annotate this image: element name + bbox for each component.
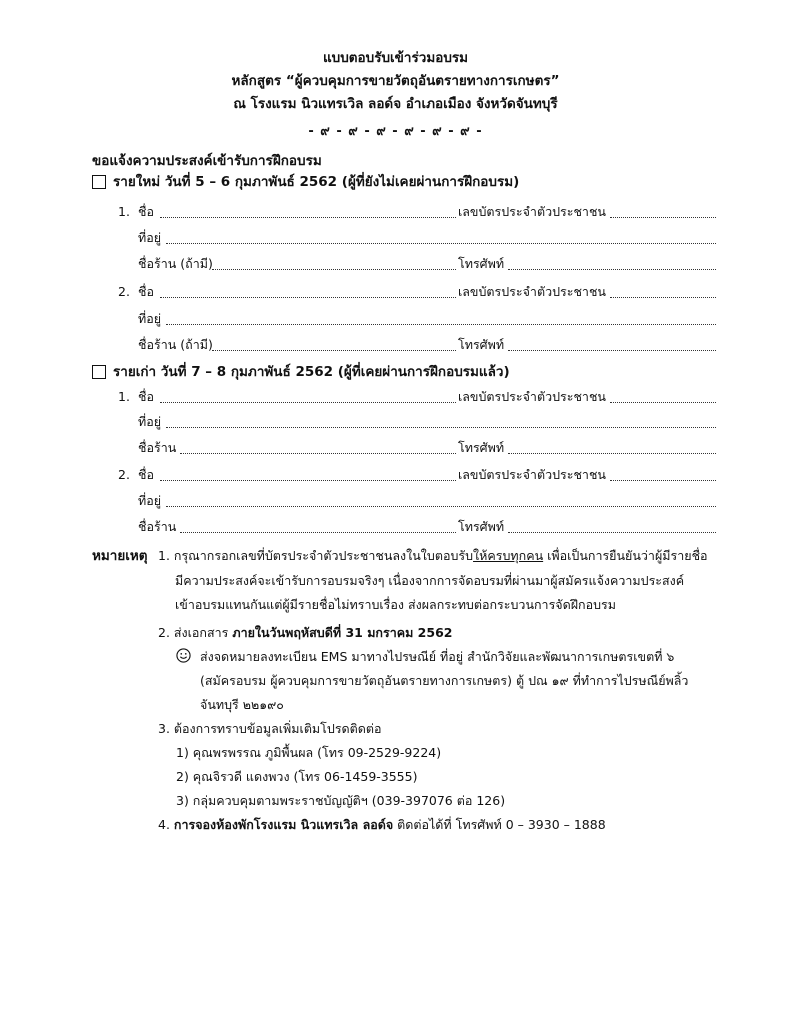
shop-name-field[interactable] [180, 532, 456, 533]
entry-number: 1. [118, 204, 130, 219]
note-2-sub-line-1: ส่งจดหมายลงทะเบียน EMS มาทางไปรษณีย์ ที่อยู่ สำนักวิจัยและพัฒนาการเกษตรเขตที่ ๖ [200, 649, 675, 664]
venue-line: ณ โรงแรม นิวแทรเวิล ลอด์จ อำเภอเมือง จังหวัดจันทบุรี [233, 96, 558, 112]
address-label: ที่อยู่ [138, 230, 162, 245]
address-label: ที่อยู่ [138, 493, 162, 508]
contact-item: 3) กลุ่มควบคุมตามพระราชบัญญัติฯ (039-397076 ต่อ 126) [176, 793, 506, 808]
returning-applicant-heading: รายเก่า วันที่ 7 – 8 กุมภาพันธ์ 2562 (ผู้ที่เคยผ่านการฝึกอบรมแล้ว) [113, 364, 510, 380]
new-applicant-checkbox[interactable] [92, 175, 106, 189]
shop-name-label: ชื่อร้าน [138, 519, 177, 534]
shop-name-field[interactable] [180, 453, 456, 454]
note-1-underlined: ให้ครบทุกคน [473, 548, 544, 563]
note-2-sub-line-3: จันทบุรี ๒๒๑๙๐ [200, 697, 284, 712]
course-title: หลักสูตร “ผู้ควบคุมการขายวัตถุอันตรายทางการเกษตร” [231, 73, 560, 89]
name-label: ชื่อ [138, 389, 154, 404]
id-card-label: เลขบัตรประจำตัวประชาชน [458, 284, 606, 299]
note-1-line-3: เข้าอบรมแทนกันแต่ผู้มีรายชื่อไม่ทราบเรื่อง ส่งผลกระทบต่อกระบวนการจัดฝึกอบรม [175, 597, 617, 612]
entry-number: 2. [118, 284, 130, 299]
name-field[interactable] [160, 480, 456, 481]
note-2-line [158, 625, 452, 641]
name-label: ชื่อ [138, 204, 154, 219]
note-4-contact: ติดต่อได้ที่ โทรศัพท์ 0 – 3930 – 1888 [393, 817, 606, 832]
note-1-text-a: 1. กรุณากรอกเลขที่บัตรประจำตัวประชาชนลงในใบตอบรับ [158, 548, 474, 563]
shop-name-field[interactable] [212, 269, 456, 270]
note-3-line: 3. ต้องการทราบข้อมูลเพิ่มเติมโปรดติดต่อ [158, 721, 382, 736]
new-applicant-heading: รายใหม่ วันที่ 5 – 6 กุมภาพันธ์ 2562 (ผู้ที่ยังไม่เคยผ่านการฝึกอบรม) [113, 174, 520, 190]
id-card-field[interactable] [610, 480, 716, 481]
shop-name-field[interactable] [212, 350, 456, 351]
phone-label: โทรศัพท์ [458, 519, 505, 534]
contact-item: 1) คุณพรพรรณ ภูมิพื้นผล (โทร 09-2529-9224) [176, 745, 442, 760]
note-2-text: 2. ส่งเอกสาร [158, 625, 233, 640]
address-label: ที่อยู่ [138, 414, 162, 429]
phone-label: โทรศัพท์ [458, 337, 505, 352]
entry-number: 1. [118, 389, 130, 404]
notes-label: หมายเหตุ [92, 548, 148, 564]
id-card-field[interactable] [610, 297, 716, 298]
note-1-text-c: เพื่อเป็นการยืนยันว่าผู้มีรายชื่อ [543, 548, 708, 563]
name-field[interactable] [160, 297, 456, 298]
address-field[interactable] [166, 324, 716, 325]
shop-name-label: ชื่อร้าน [138, 440, 177, 455]
note-1-line-1 [158, 548, 708, 564]
id-card-field[interactable] [610, 217, 716, 218]
smiley-icon [176, 648, 191, 663]
phone-field[interactable] [508, 453, 716, 454]
note-4-line [158, 817, 606, 833]
address-label: ที่อยู่ [138, 311, 162, 326]
phone-label: โทรศัพท์ [458, 256, 505, 271]
note-4-number: 4. [158, 817, 174, 832]
contact-item: 2) คุณจิรวดี แดงพวง (โทร 06-1459-3555) [176, 769, 418, 784]
note-2-sub-line-2: (สมัครอบรม ผู้ควบคุมการขายวัตถุอันตรายทางการเกษตร) ตู้ ปณ ๑๙ ที่ทำการไปรษณีย์พลิ้ว [200, 673, 689, 688]
phone-label: โทรศัพท์ [458, 440, 505, 455]
id-card-label: เลขบัตรประจำตัวประชาชน [458, 204, 606, 219]
name-label: ชื่อ [138, 284, 154, 299]
entry-number: 2. [118, 467, 130, 482]
form-title: แบบตอบรับเข้าร่วมอบรม [322, 50, 469, 66]
note-2-deadline: ภายในวันพฤหัสบดีที่ 31 มกราคม 2562 [232, 625, 453, 640]
shop-name-label: ชื่อร้าน (ถ้ามี) [138, 256, 213, 271]
name-field[interactable] [160, 402, 456, 403]
shop-name-label: ชื่อร้าน (ถ้ามี) [138, 337, 213, 352]
address-field[interactable] [166, 427, 716, 428]
phone-field[interactable] [508, 269, 716, 270]
address-field[interactable] [166, 506, 716, 507]
returning-applicant-checkbox[interactable] [92, 365, 106, 379]
id-card-field[interactable] [610, 402, 716, 403]
intent-heading: ขอแจ้งความประสงค์เข้ารับการฝึกอบรม [92, 153, 322, 169]
id-card-label: เลขบัตรประจำตัวประชาชน [458, 467, 606, 482]
note-1-line-2: มีความประสงค์จะเข้ารับการอบรมจริงๆ เนื่องจากการจัดอบรมที่ผ่านมาผู้สมัครแจ้งความประสงค์ [175, 573, 685, 588]
note-4-hotel: การจองห้องพักโรงแรม นิวแทรเวิล ลอด์จ [173, 817, 394, 832]
phone-field[interactable] [508, 350, 716, 351]
address-field[interactable] [166, 243, 716, 244]
ornament-divider: - ๙ - ๙ - ๙ - ๙ - ๙ - ๙ - [308, 124, 483, 139]
name-label: ชื่อ [138, 467, 154, 482]
phone-field[interactable] [508, 532, 716, 533]
id-card-label: เลขบัตรประจำตัวประชาชน [458, 389, 606, 404]
name-field[interactable] [160, 217, 456, 218]
